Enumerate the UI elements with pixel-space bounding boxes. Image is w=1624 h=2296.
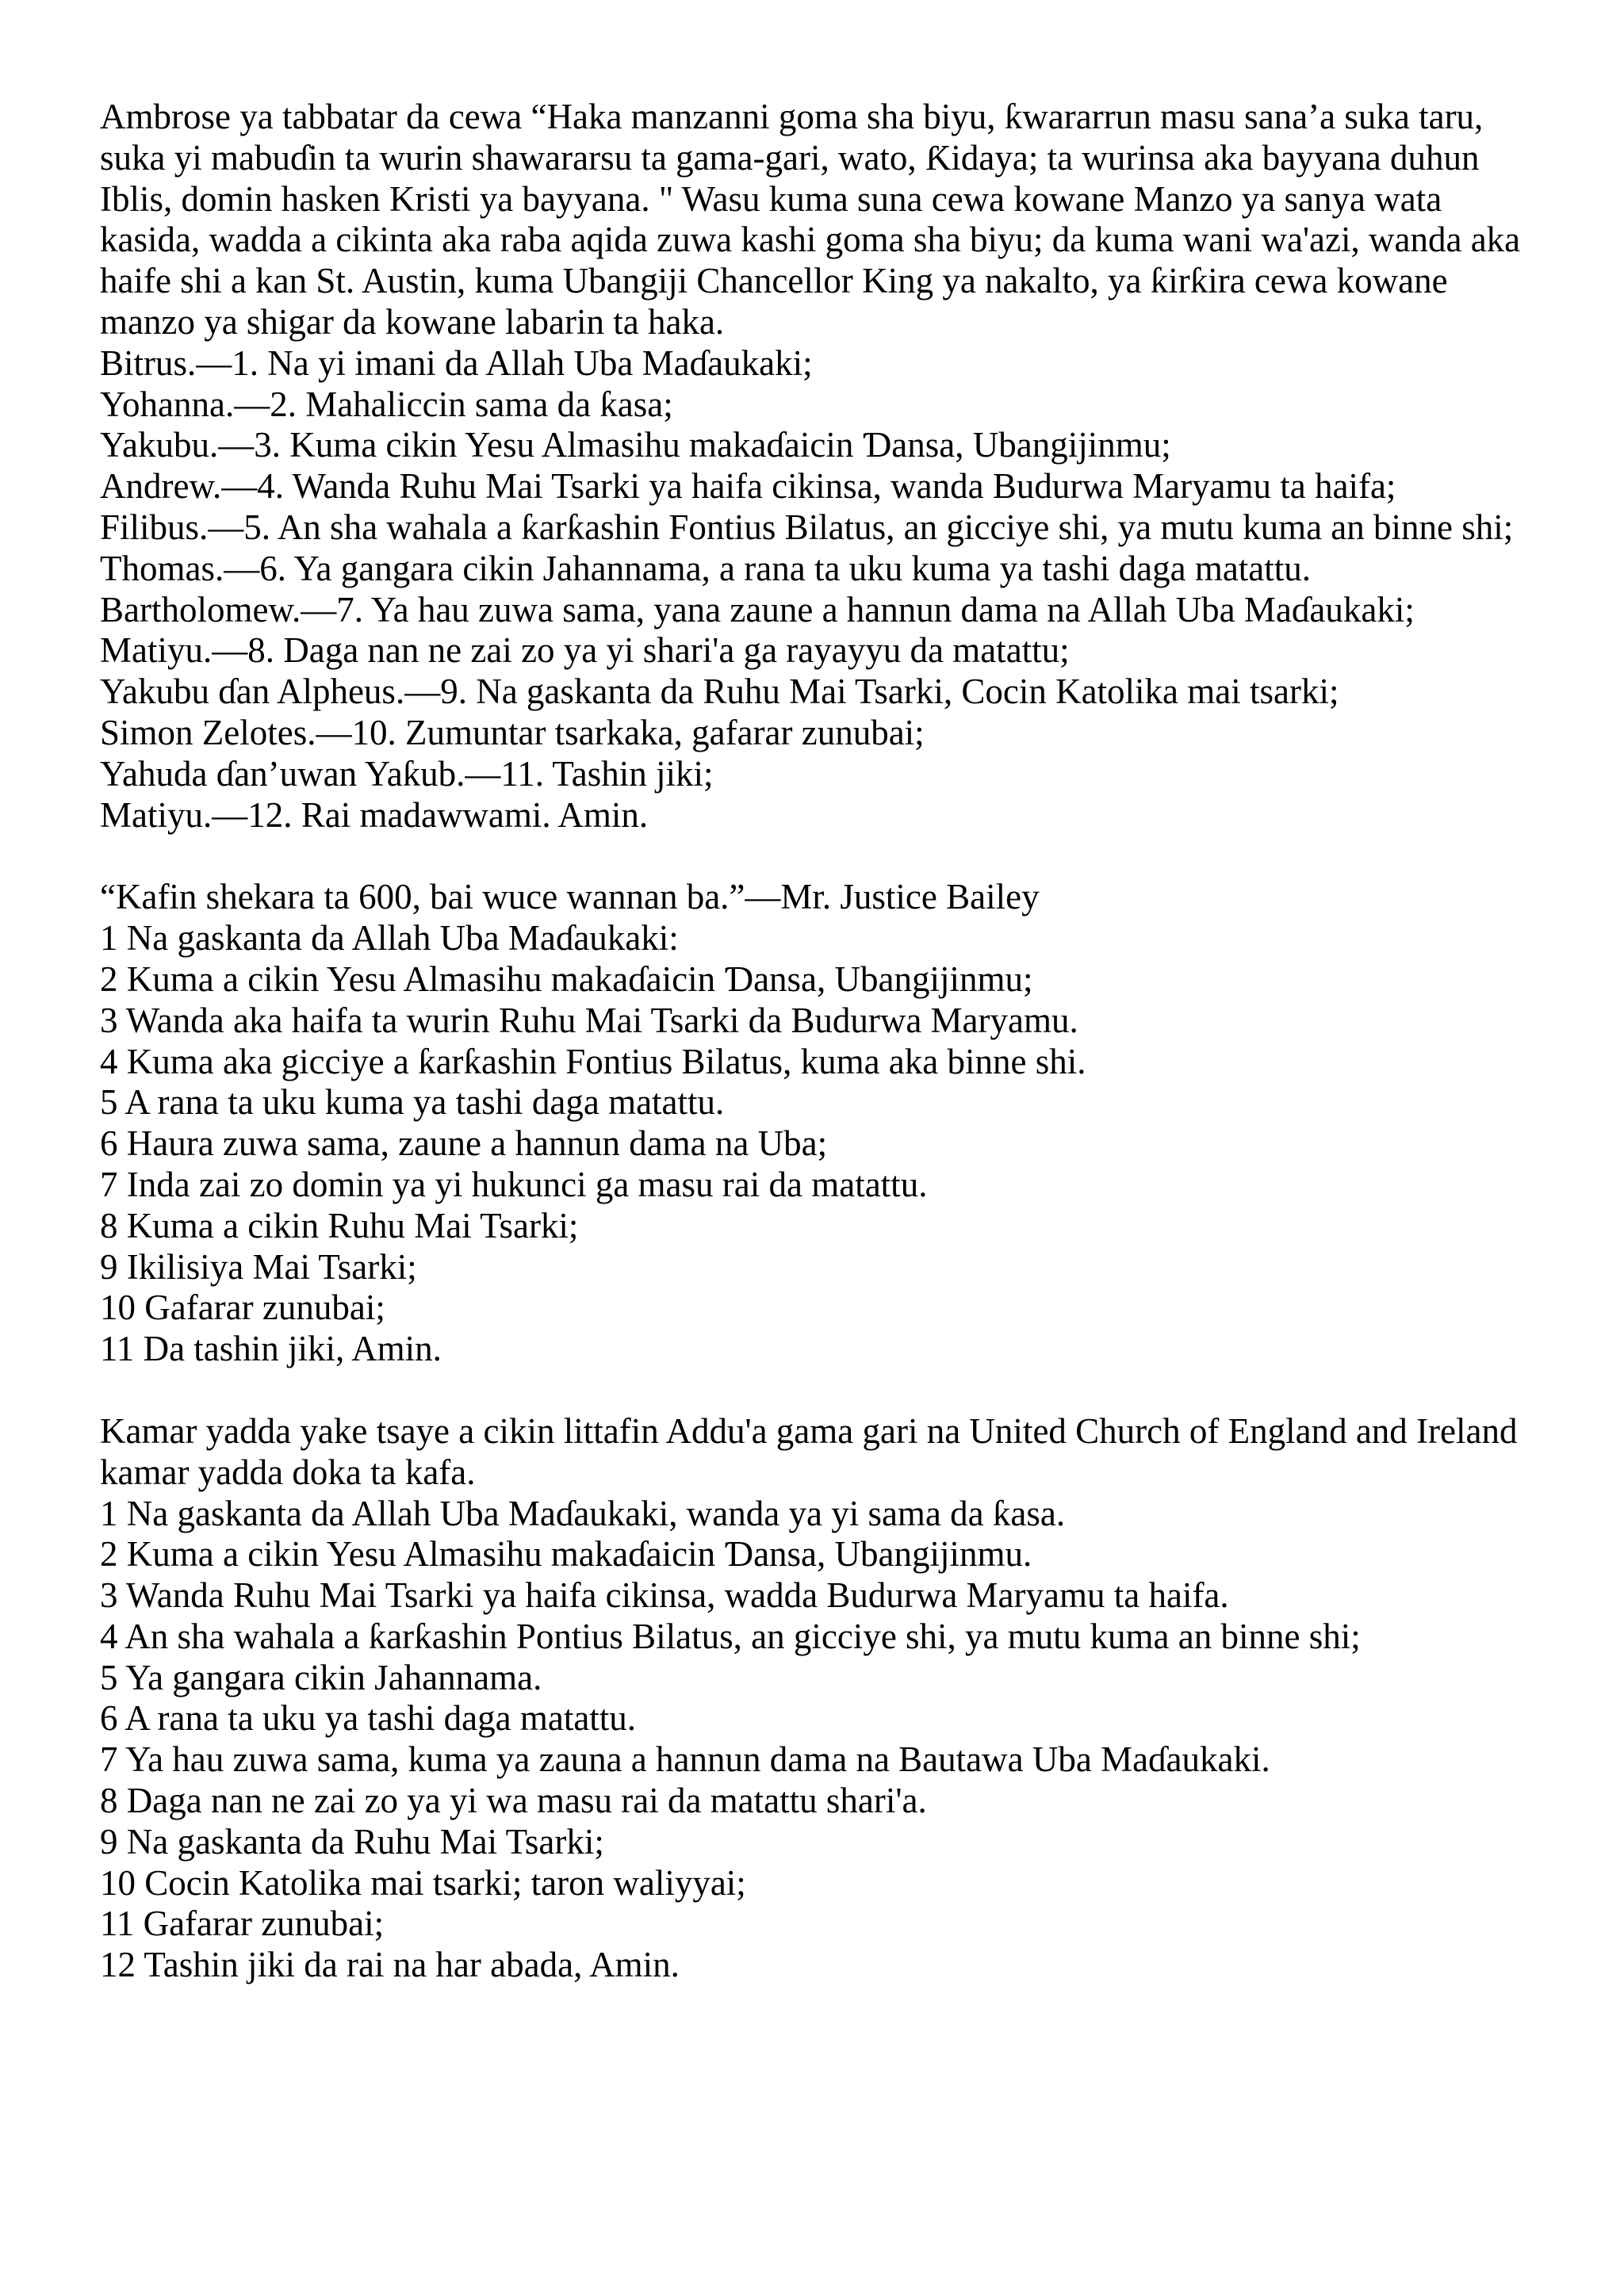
section-book-of-common-prayer: [100, 1411, 1543, 1986]
creed-line: 10 Cocin Katolika mai tsarki; taron waliyyai;: [100, 1862, 746, 1903]
creed-line: 8 Daga nan ne zai zo ya yi wa masu rai da matattu shari'a.: [100, 1781, 927, 1821]
section-apostles-creed-tradition: [100, 97, 1543, 836]
creed-line: Bitrus.—1. Na yi imani da Allah Uba Maɗaukaki;: [100, 342, 813, 383]
intro-paragraph: Kamar yadda yake tsaye a cikin littafin Addu'a gama gari na United Church of England and Ireland kamar yadda doka ta kafa.: [100, 1410, 1518, 1492]
creed-line: 5 A rana ta uku kuma ya tashi daga matattu.: [100, 1082, 725, 1123]
creed-line: 11 Da tashin jiki, Amin.: [100, 1329, 442, 1369]
creed-line: 4 Kuma aka gicciye a ƙarƙashin Fontius Bilatus, kuma aka binne shi.: [100, 1041, 1086, 1081]
creed-line: Andrew.—4. Wanda Ruhu Mai Tsarki ya haifa cikinsa, wanda Budurwa Maryamu ta haifa;: [100, 466, 1396, 507]
creed-line: 11 Gafarar zunubai;: [100, 1904, 385, 1944]
creed-line: Simon Zelotes.—10. Zumuntar tsarkaka, gafarar zunubai;: [100, 712, 925, 752]
creed-line: 2 Kuma a cikin Yesu Almasihu makaɗaicin Ɗansa, Ubangijinmu;: [100, 959, 1033, 999]
creed-line: Yohanna.—2. Mahaliccin sama da ƙasa;: [100, 384, 673, 424]
creed-line: 7 Inda zai zo domin ya yi hukunci ga masu rai da matattu.: [100, 1164, 928, 1204]
creed-line: Yahuda ɗan’uwan Yaƙub.—11. Tashin jiki;: [100, 753, 714, 794]
creed-line: 4 An sha wahala a ƙarƙashin Pontius Bilatus, an gicciye shi, ya mutu kuma an binne shi;: [100, 1616, 1361, 1656]
creed-line: 3 Wanda Ruhu Mai Tsarki ya haifa cikinsa, wadda Budurwa Maryamu ta haifa.: [100, 1575, 1229, 1616]
creed-line: 3 Wanda aka haifa ta wurin Ruhu Mai Tsarki da Budurwa Maryamu.: [100, 1000, 1078, 1040]
creed-line: 12 Tashin jiki da rai na har abada, Amin.: [100, 1945, 680, 1985]
creed-line: 9 Na gaskanta da Ruhu Mai Tsarki;: [100, 1821, 604, 1862]
section-creed-before-600: [100, 877, 1543, 1370]
creed-line: 5 Ya gangara cikin Jahannama.: [100, 1657, 542, 1697]
creed-line: 6 A rana ta uku ya tashi daga matattu.: [100, 1698, 637, 1739]
intro-paragraph: Ambrose ya tabbatar da cewa “Haka manzanni goma sha biyu, ƙwararrun masu sana’a suka taru, suka yi mabuɗin ta wurin shawararsu ta gama-gari, wato, Ƙidaya; ta wurinsa aka bayyana duhun Iblis, domin hasken Kristi ya bayyana. " Wasu kuma suna cewa kowane Manzo ya sanya wata kasida, wadda a cikinta aka raba aqida zuwa kashi goma sha biyu; da kuma wani wa'azi, wanda aka haife shi a kan St. Austin, kuma Ubangiji Chancellor King ya nakalto, ya ƙirƙira cewa kowane manzo ya shigar da kowane labarin ta haka.: [100, 97, 1521, 342]
creed-line: Thomas.—6. Ya gangara cikin Jahannama, a rana ta uku kuma ya tashi daga matattu.: [100, 548, 1312, 588]
creed-line: Matiyu.—12. Rai madawwami. Amin.: [100, 794, 649, 835]
creed-line: 1 Na gaskanta da Allah Uba Maɗaukaki:: [100, 918, 679, 959]
creed-line: 1 Na gaskanta da Allah Uba Maɗaukaki, wanda ya yi sama da ƙasa.: [100, 1493, 1066, 1533]
creed-line: Matiyu.—8. Daga nan ne zai zo ya yi shari'a ga rayayyu da matattu;: [100, 630, 1070, 671]
creed-line: 10 Gafarar zunubai;: [100, 1288, 385, 1328]
quote-line: “Kafin shekara ta 600, bai wuce wannan ba.”—Mr. Justice Bailey: [100, 877, 1040, 917]
creed-line: Yakubu ɗan Alpheus.—9. Na gaskanta da Ruhu Mai Tsarki, Cocin Katolika mai tsarki;: [100, 672, 1339, 712]
creed-line: 9 Ikilisiya Mai Tsarki;: [100, 1246, 417, 1287]
creed-line: 7 Ya hau zuwa sama, kuma ya zauna a hannun dama na Bautawa Uba Maɗaukaki.: [100, 1739, 1270, 1780]
creed-line: 8 Kuma a cikin Ruhu Mai Tsarki;: [100, 1205, 579, 1246]
document-page: [100, 97, 1543, 1986]
creed-line: Yakubu.—3. Kuma cikin Yesu Almasihu makaɗaicin Ɗansa, Ubangijinmu;: [100, 425, 1171, 465]
creed-line: Bartholomew.—7. Ya hau zuwa sama, yana zaune a hannun dama na Allah Uba Maɗaukaki;: [100, 589, 1415, 629]
creed-line: 2 Kuma a cikin Yesu Almasihu makaɗaicin Ɗansa, Ubangijinmu.: [100, 1534, 1032, 1575]
creed-line: 6 Haura zuwa sama, zaune a hannun dama na Uba;: [100, 1123, 828, 1164]
creed-line: Filibus.—5. An sha wahala a ƙarƙashin Fontius Bilatus, an gicciye shi, ya mutu kuma an binne shi;: [100, 507, 1514, 547]
